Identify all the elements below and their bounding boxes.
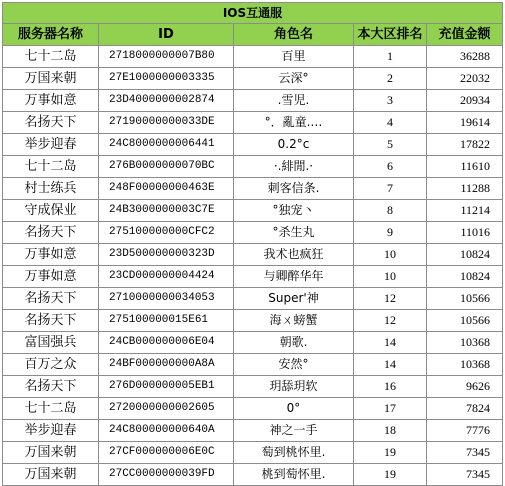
role-name-cell: 0.2°c [234,134,354,156]
server-name-cell: 七十二岛 [3,398,99,420]
amount-cell: 11016 [427,222,503,244]
rank-cell: 19 [354,464,427,486]
role-name-cell: .雪児. [234,90,354,112]
role-name-cell: 百里 [234,46,354,68]
role-name-cell: 神之一手 [234,420,354,442]
rank-cell: 19 [354,442,427,464]
id-cell: 276B0000000070BC [99,156,234,178]
id-cell: 275100000000CFC2 [99,222,234,244]
table-row [3,332,503,354]
table-body [3,46,503,486]
role-name-cell: 海ㄨ螃蟹 [234,310,354,332]
server-name-cell: 名扬天下 [3,288,99,310]
title-row [3,3,503,24]
recharge-ranking-table [2,2,503,486]
server-name-cell: 百万之众 [3,354,99,376]
id-cell: 23D4000000002874 [99,90,234,112]
amount-cell: 10824 [427,266,503,288]
table-row [3,178,503,200]
server-name-cell: 名扬天下 [3,112,99,134]
rank-cell: 4 [354,112,427,134]
amount-cell: 17822 [427,134,503,156]
server-name-cell: 名扬天下 [3,222,99,244]
table-row [3,244,503,266]
table-row [3,266,503,288]
header-row [3,24,503,46]
id-cell: 2718000000007B80 [99,46,234,68]
server-name-cell: 名扬天下 [3,310,99,332]
amount-cell: 20934 [427,90,503,112]
role-name-cell: 刺客信条. [234,178,354,200]
rank-cell: 3 [354,90,427,112]
id-cell: 27190000000033DE [99,112,234,134]
server-name-cell: 守成保业 [3,200,99,222]
amount-cell: 7345 [427,464,503,486]
id-cell: 276D000000005EB1 [99,376,234,398]
role-name-cell: °独宠丶 [234,200,354,222]
rank-cell: 14 [354,332,427,354]
id-cell: 2710000000034053 [99,288,234,310]
rank-cell: 7 [354,178,427,200]
table-row [3,464,503,486]
rank-cell: 18 [354,420,427,442]
role-name-cell: 我术也疯狂 [234,244,354,266]
amount-cell: 7776 [427,420,503,442]
header-role-name: 角色名 [234,24,354,46]
role-name-cell: 安然° [234,354,354,376]
rank-cell: 17 [354,398,427,420]
server-name-cell: 万事如意 [3,90,99,112]
rank-cell: 10 [354,244,427,266]
table-row [3,420,503,442]
amount-cell: 7824 [427,398,503,420]
amount-cell: 11610 [427,156,503,178]
amount-cell: 11288 [427,178,503,200]
table-row [3,200,503,222]
table-row [3,68,503,90]
rank-cell: 12 [354,288,427,310]
table-row [3,354,503,376]
table-row [3,288,503,310]
id-cell: 24CB000000006E04 [99,332,234,354]
amount-cell: 10368 [427,332,503,354]
amount-cell: 10368 [427,354,503,376]
id-cell: 24C800000000640A [99,420,234,442]
id-cell: 248F00000000463E [99,178,234,200]
server-name-cell: 万国来朝 [3,464,99,486]
server-name-cell: 富国强兵 [3,332,99,354]
rank-cell: 8 [354,200,427,222]
header-recharge-amount: 充值金额 [427,24,503,46]
id-cell: 27CF000000006E0C [99,442,234,464]
server-name-cell: 七十二岛 [3,156,99,178]
table-row [3,442,503,464]
server-name-cell: 举步迎春 [3,420,99,442]
table-row [3,222,503,244]
id-cell: 27E1000000003335 [99,68,234,90]
id-cell: 275100000015E61 [99,310,234,332]
role-name-cell: 云深° [234,68,354,90]
amount-cell: 10566 [427,310,503,332]
header-server-name: 服务器名称 [3,24,99,46]
server-name-cell: 名扬天下 [3,376,99,398]
id-cell: 23D500000000323D [99,244,234,266]
role-name-cell: °．亂童.… [234,112,354,134]
server-name-cell: 万事如意 [3,244,99,266]
table-row [3,134,503,156]
table-row [3,376,503,398]
id-cell: 24BF000000000A8A [99,354,234,376]
role-name-cell: 朝歌. [234,332,354,354]
rank-cell: 1 [354,46,427,68]
role-name-cell: ·.緋閒.· [234,156,354,178]
role-name-cell: 0° [234,398,354,420]
amount-cell: 36288 [427,46,503,68]
rank-cell: 12 [354,310,427,332]
table-title: IOS互通服 [3,3,503,24]
role-name-cell: Super'神 [234,288,354,310]
role-name-cell: 萄到桃怀里. [234,442,354,464]
id-cell: 2720000000002605 [99,398,234,420]
id-cell: 24B3000000003C7E [99,200,234,222]
rank-cell: 5 [354,134,427,156]
id-cell: 23CD000000004424 [99,266,234,288]
table-row [3,398,503,420]
role-name-cell: 桃到萄怀里. [234,464,354,486]
server-name-cell: 七十二岛 [3,46,99,68]
server-name-cell: 万事如意 [3,266,99,288]
rank-cell: 9 [354,222,427,244]
table-row [3,46,503,68]
rank-cell: 14 [354,354,427,376]
role-name-cell: 与卿醉华年 [234,266,354,288]
role-name-cell: 玥舔玥软 [234,376,354,398]
server-name-cell: 举步迎春 [3,134,99,156]
server-name-cell: 村士练兵 [3,178,99,200]
rank-cell: 6 [354,156,427,178]
rank-cell: 10 [354,266,427,288]
amount-cell: 11214 [427,200,503,222]
amount-cell: 7345 [427,442,503,464]
table-row [3,310,503,332]
amount-cell: 9626 [427,376,503,398]
rank-cell: 2 [354,68,427,90]
role-name-cell: °杀生丸 [234,222,354,244]
id-cell: 27CC0000000039FD [99,464,234,486]
id-cell: 24C8000000006441 [99,134,234,156]
table-row [3,90,503,112]
header-id: ID [99,24,234,46]
amount-cell: 10824 [427,244,503,266]
server-name-cell: 万国来朝 [3,442,99,464]
rank-cell: 16 [354,376,427,398]
amount-cell: 10566 [427,288,503,310]
amount-cell: 22032 [427,68,503,90]
server-name-cell: 万国来朝 [3,68,99,90]
header-region-rank: 本大区排名 [354,24,427,46]
table-row [3,112,503,134]
table-row [3,156,503,178]
amount-cell: 19614 [427,112,503,134]
